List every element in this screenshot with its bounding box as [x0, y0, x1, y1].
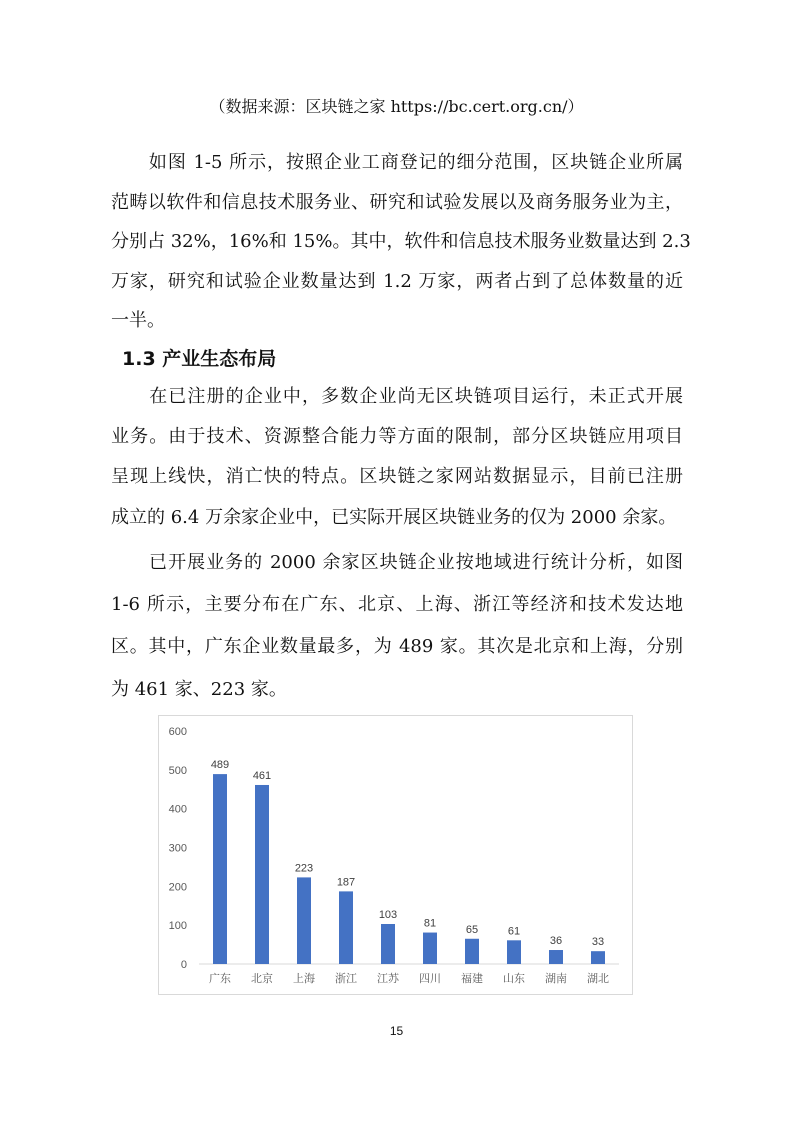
text-line: 如图 1-5 所示，按照企业工商登记的细分范围，区块链企业所属: [111, 152, 683, 173]
text-line: 1-6 所示，主要分布在广东、北京、上海、浙江等经济和技术发达地: [111, 594, 683, 615]
x-tick-label: 江苏: [377, 973, 399, 985]
data-label: 36: [549, 935, 563, 948]
bar: [213, 774, 227, 964]
x-tick-label: 四川: [419, 973, 441, 985]
x-tick-label: 北京: [251, 973, 273, 985]
chart-svg: [159, 716, 634, 996]
y-tick-label: 0: [180, 959, 187, 971]
x-tick-label: 浙江: [335, 973, 357, 985]
text-line: 万家，研究和试验企业数量达到 1.2 万家，两者占到了总体数量的近: [111, 271, 683, 292]
y-tick-label: 200: [168, 881, 187, 894]
text-line: 范畴以软件和信息技术服务业、研究和试验发展以及商务服务业为主，: [111, 192, 683, 213]
data-label: 81: [423, 917, 437, 930]
bar: [423, 933, 437, 964]
data-label: 489: [210, 759, 230, 772]
bar: [381, 924, 395, 964]
text-line: 一半。: [111, 310, 165, 331]
text-line: 已开展业务的 2000 余家区块链企业按地域进行统计分析，如图: [111, 552, 683, 573]
bar: [549, 950, 563, 964]
data-label: 65: [465, 923, 479, 936]
page-number: 15: [389, 1024, 404, 1038]
bar: [465, 939, 479, 964]
y-tick-label: 400: [168, 803, 187, 816]
text-line: 在已注册的企业中，多数企业尚无区块链项目运行，未正式开展: [111, 386, 683, 407]
data-label: 187: [336, 876, 356, 889]
y-tick-label: 300: [168, 842, 187, 855]
data-label: 103: [378, 909, 398, 922]
text-line: 成立的 6.4 万余家企业中，已实际开展区块链业务的仅为 2000 余家。: [111, 507, 677, 528]
bar: [507, 940, 521, 964]
x-tick-label: 湖南: [545, 973, 567, 985]
data-label: 33: [591, 936, 605, 949]
text-line: 为 461 家、223 家。: [111, 679, 287, 700]
x-tick-label: 福建: [461, 973, 483, 985]
text-line: 区。其中，广东企业数量最多，为 489 家。其次是北京和上海，分别: [111, 636, 683, 657]
x-tick-label: 上海: [293, 973, 315, 985]
bar: [255, 785, 269, 964]
data-label: 61: [507, 925, 521, 938]
x-tick-label: 山东: [503, 973, 525, 985]
x-tick-label: 广东: [209, 973, 231, 985]
text-line: 分别占 32%，16%和 15%。其中，软件和信息技术服务业数量达到 2.3: [111, 231, 691, 252]
section-heading: 1.3 产业生态布局: [122, 348, 277, 370]
source-note: （数据来源：区块链之家 https://bc.cert.org.cn/）: [209, 97, 584, 116]
bar: [339, 891, 353, 964]
text-line: 呈现上线快，消亡快的特点。区块链之家网站数据显示，目前已注册: [111, 466, 683, 487]
data-label: 223: [294, 862, 314, 875]
data-label: 461: [252, 769, 272, 782]
y-tick-label: 100: [168, 920, 187, 933]
bar: [591, 951, 605, 964]
y-tick-label: 600: [168, 726, 187, 738]
bar: [297, 877, 311, 964]
y-tick-label: 500: [168, 764, 187, 777]
x-tick-label: 湖北: [587, 973, 609, 985]
bar-chart: [158, 715, 633, 995]
text-line: 业务。由于技术、资源整合能力等方面的限制，部分区块链应用项目: [111, 426, 683, 447]
